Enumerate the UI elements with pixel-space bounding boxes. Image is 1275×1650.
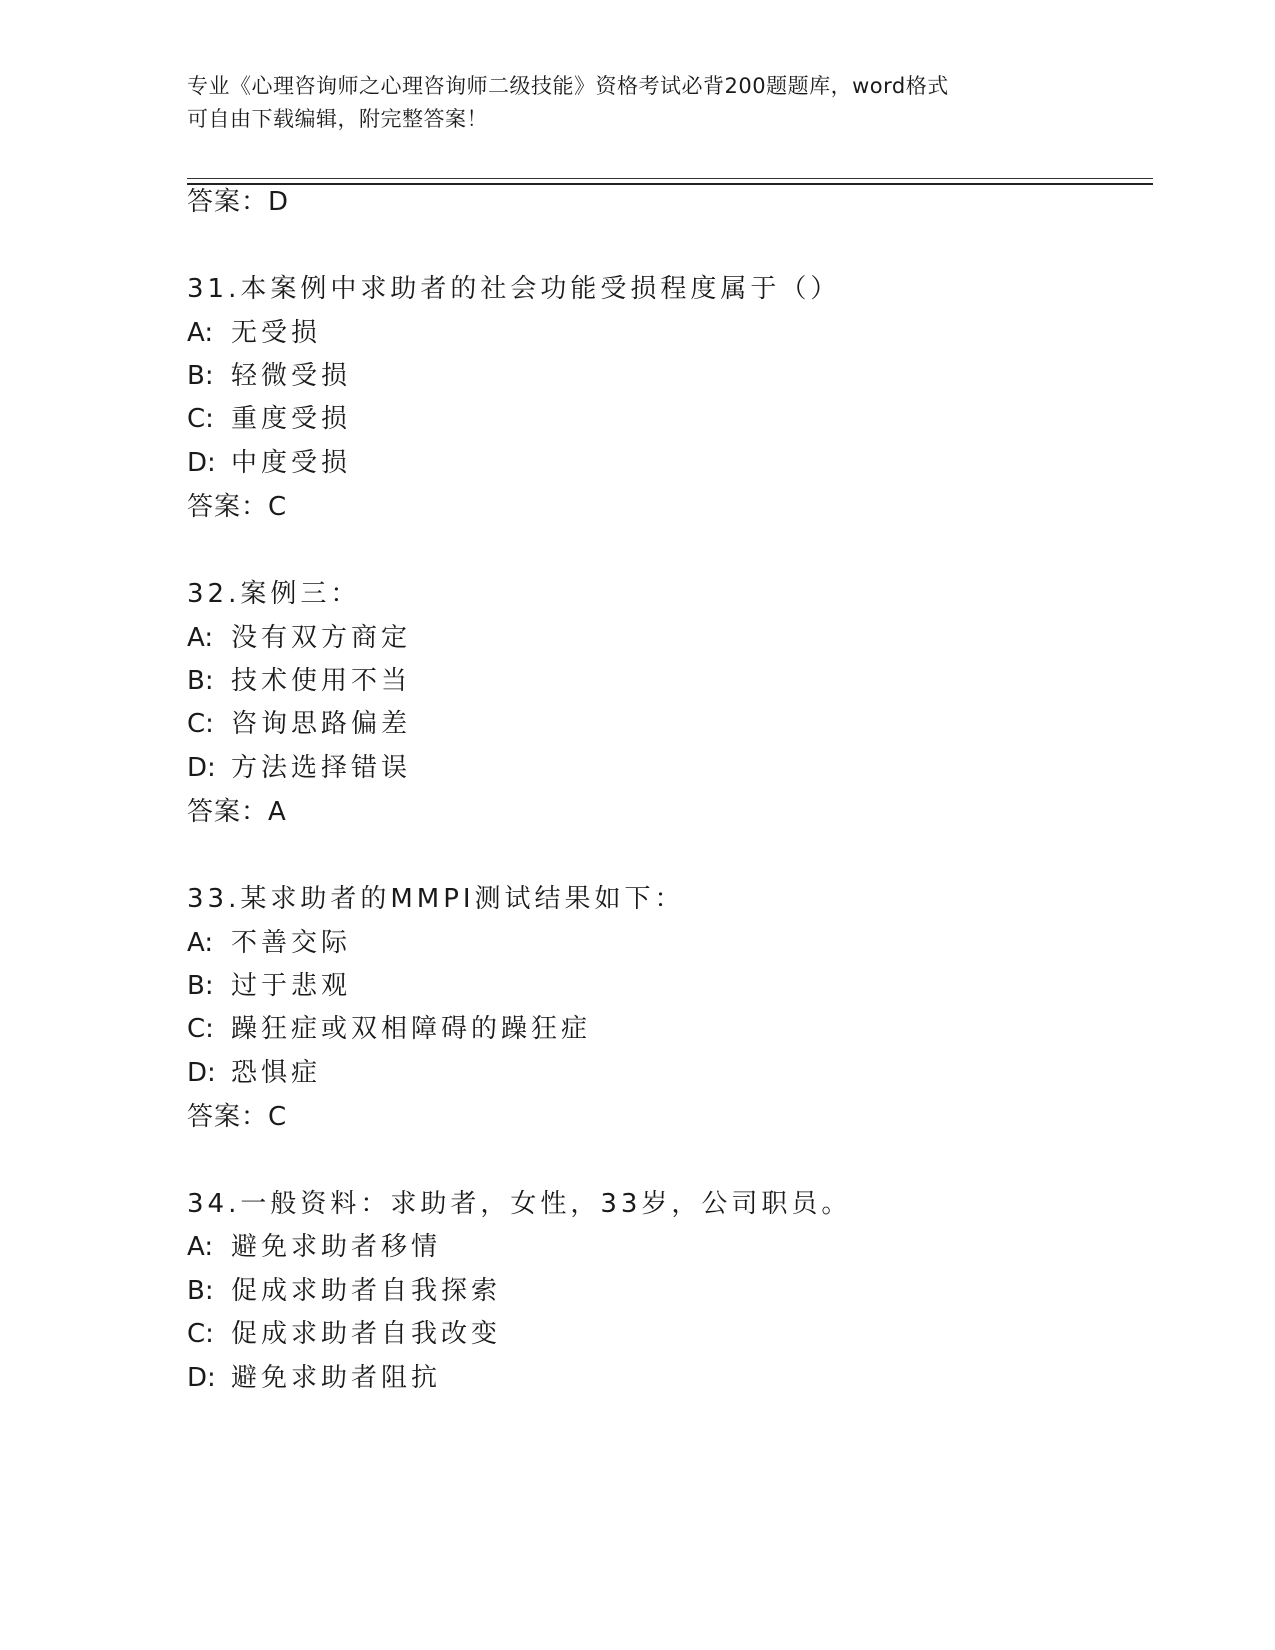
question-32: 32.案例三：: [187, 579, 361, 609]
question-32-answer: 答案：A: [187, 797, 287, 827]
option-text: 过于悲观: [231, 971, 352, 1001]
option-letter: B:: [187, 971, 214, 1001]
option-text: 避免求助者阻抗: [231, 1363, 442, 1393]
option-letter: D:: [187, 753, 216, 783]
question-31-option-b: [187, 359, 351, 393]
question-31: 31.本案例中求助者的社会功能受损程度属于（）: [187, 274, 841, 304]
question-34-option-b: [187, 1274, 501, 1308]
option-letter: C:: [187, 1014, 214, 1044]
option-text: 促成求助者自我改变: [231, 1319, 502, 1349]
option-letter: B:: [187, 666, 214, 696]
option-letter: A:: [187, 1232, 214, 1262]
question-34-option-d: [187, 1361, 441, 1395]
question-33-option-a: [187, 926, 351, 960]
option-letter: A:: [187, 623, 214, 653]
question-34-option-c: [187, 1317, 501, 1351]
document-header: [187, 70, 1067, 136]
option-text: 中度受损: [231, 448, 352, 478]
option-letter: C:: [187, 1319, 214, 1349]
option-text: 重度受损: [231, 404, 352, 434]
option-letter: A:: [187, 318, 214, 348]
question-33-option-c: [187, 1012, 591, 1046]
option-text: 不善交际: [231, 928, 352, 958]
option-text: 避免求助者移情: [231, 1232, 442, 1262]
option-text: 无受损: [231, 318, 322, 348]
option-letter: C:: [187, 404, 214, 434]
option-text: 促成求助者自我探索: [231, 1276, 502, 1306]
header-divider-thick: [187, 183, 1153, 185]
question-33-option-d: [187, 1056, 321, 1090]
option-text: 恐惧症: [231, 1058, 322, 1088]
question-33-answer: 答案：C: [187, 1102, 288, 1132]
header-line-2: 可自由下载编辑，附完整答案！: [187, 107, 488, 131]
option-letter: A:: [187, 928, 214, 958]
question-31-option-d: [187, 446, 351, 480]
option-letter: B:: [187, 361, 214, 391]
question-32-option-b: [187, 664, 411, 698]
question-34-option-a: [187, 1230, 441, 1264]
option-text: 躁狂症或双相障碍的躁狂症: [231, 1014, 592, 1044]
question-33-option-b: [187, 969, 351, 1003]
question-31-option-c: [187, 402, 351, 436]
option-letter: B:: [187, 1276, 214, 1306]
option-letter: D:: [187, 448, 216, 478]
option-text: 没有双方商定: [231, 623, 412, 653]
question-33: 33.某求助者的MMPI测试结果如下：: [187, 884, 685, 914]
option-text: 方法选择错误: [231, 753, 412, 783]
header-line-1: 专业《心理咨询师之心理咨询师二级技能》资格考试必背200题题库，word格式: [187, 74, 949, 98]
option-letter: D:: [187, 1058, 216, 1088]
option-letter: C:: [187, 709, 214, 739]
option-letter: D:: [187, 1363, 216, 1393]
option-text: 咨询思路偏差: [231, 709, 412, 739]
question-32-option-d: [187, 751, 411, 785]
previous-answer: 答案：D: [187, 187, 290, 217]
option-text: 轻微受损: [231, 361, 352, 391]
option-text: 技术使用不当: [231, 666, 412, 696]
question-32-option-a: [187, 621, 411, 655]
question-31-answer: 答案：C: [187, 492, 288, 522]
header-divider-thin: [187, 178, 1153, 179]
question-31-option-a: [187, 316, 321, 350]
question-32-option-c: [187, 707, 411, 741]
question-34: 34.一般资料：求助者，女性，33岁，公司职员。: [187, 1189, 852, 1219]
